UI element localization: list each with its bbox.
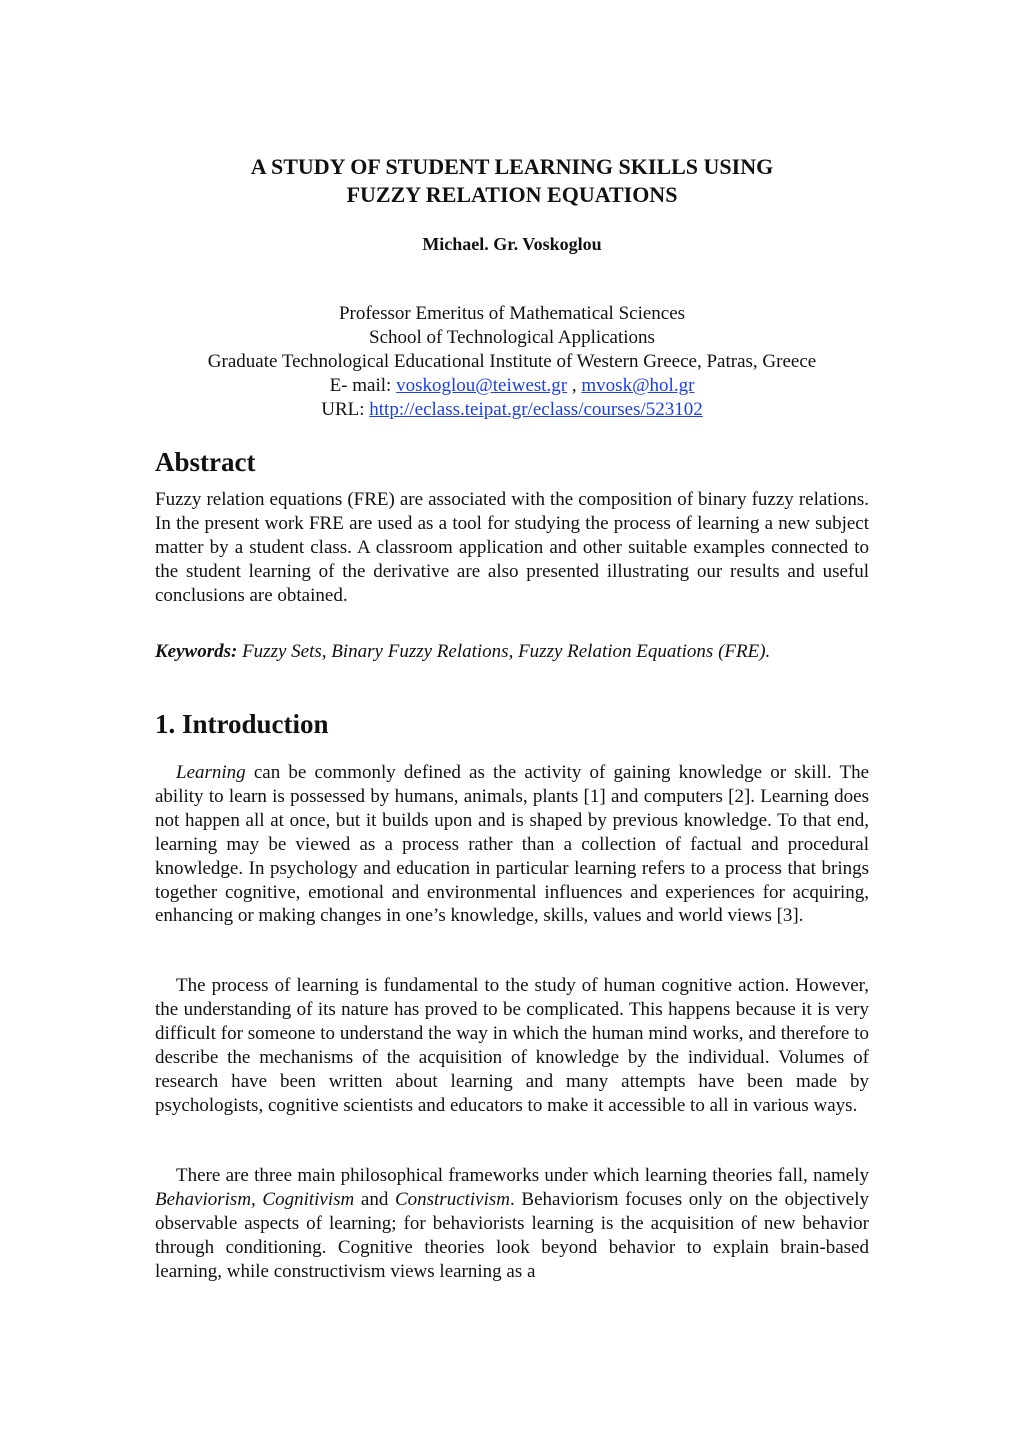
title-line-1: A STUDY OF STUDENT LEARNING SKILLS USING (250, 154, 774, 179)
intro-paragraph-3-start: There are three main philosophical frameworks under which learning theories fall, namely (176, 1165, 869, 1186)
abstract-text: Fuzzy relation equations (FRE) are associated with the composition of binary fuzzy relations. In the present work FRE are used as a tool for studying the process of learning a new subject matter by a student class. A classroom application and other suitable examples connected to the student learning of the derivative are also presented illustrating our results and useful conclusions are obtained. (155, 489, 869, 606)
abstract-heading: Abstract (155, 447, 256, 477)
email-separator: , (571, 375, 577, 396)
keywords-label: Keywords: (155, 641, 238, 662)
paper-title (0, 153, 1024, 209)
intro-paragraph-2: The process of learning is fundamental to the study of human cognitive action. However, the understanding of its nature has proved to be complicated. This happens because it is very difficult for someone to understand the way in which the human mind works, and therefore to describe the mechanisms of the acquisition of knowledge by the individual. Volumes of research have been written about learning and many attempts have been made by psychologists, cognitive scientists and educators to make it accessible to all in various ways. (155, 975, 869, 1116)
affiliation-position: Professor Emeritus of Mathematical Sciences (338, 303, 686, 324)
url-line (0, 398, 1024, 422)
word-and: and (360, 1188, 389, 1210)
term-constructivism: Constructivism (394, 1188, 511, 1210)
url-link[interactable]: http://eclass.teipat.gr/eclass/courses/523102 (369, 399, 703, 420)
email-link-1[interactable]: voskoglou@teiwest.gr (396, 375, 568, 396)
affiliation-block (0, 302, 1024, 422)
term-behaviorism-cognitivism: Behaviorism, Cognitivism (155, 1188, 355, 1210)
intro-paragraph-1-text: can be commonly defined as the activity of gaining knowledge or skill. The ability to learn is possessed by humans, animals, plants [1] and computers [2]. Learning does not happen all at once, but it builds upon and is shaped by previous knowledge. To that end, learning may be viewed as a process rather than a collection of factual and procedural knowledge. In psychology and education in particular learning refers to a process that brings together cognitive, emotional and environmental influences and experiences for acquiring, enhancing or making changes in one’s knowledge, skills, values and world views [3]. (155, 762, 870, 927)
term-learning: Learning (176, 762, 246, 783)
introduction-heading: 1. Introduction (155, 709, 329, 739)
email-label: E- mail: (329, 375, 392, 396)
affiliation-school: School of Technological Applications (369, 327, 655, 348)
title-line-2: FUZZY RELATION EQUATIONS (346, 182, 678, 207)
keywords-list: Fuzzy Sets, Binary Fuzzy Relations, Fuzzy Relation Equations (FRE). (242, 641, 771, 662)
email-link-2[interactable]: mvosk@hol.gr (581, 375, 695, 396)
intro-paragraph-1 (155, 761, 869, 928)
affiliation-institute: Graduate Technological Educational Institute of Western Greece, Patras, Greece (207, 351, 817, 372)
author-name: Michael. Gr. Voskoglou (422, 234, 602, 254)
intro-paragraph-3-rest: . Behaviorism focuses only on the objectively observable aspects of learning; for behaviorists learning is the acquisition of new behavior through conditioning. Cognitive theories look beyond behavior to explain brain-based learning, while constructivism views learning as a (155, 1188, 869, 1282)
email-line (0, 374, 1024, 398)
url-label: URL: (321, 399, 365, 420)
keywords-line (155, 640, 869, 664)
intro-paragraph-3 (155, 1164, 869, 1284)
